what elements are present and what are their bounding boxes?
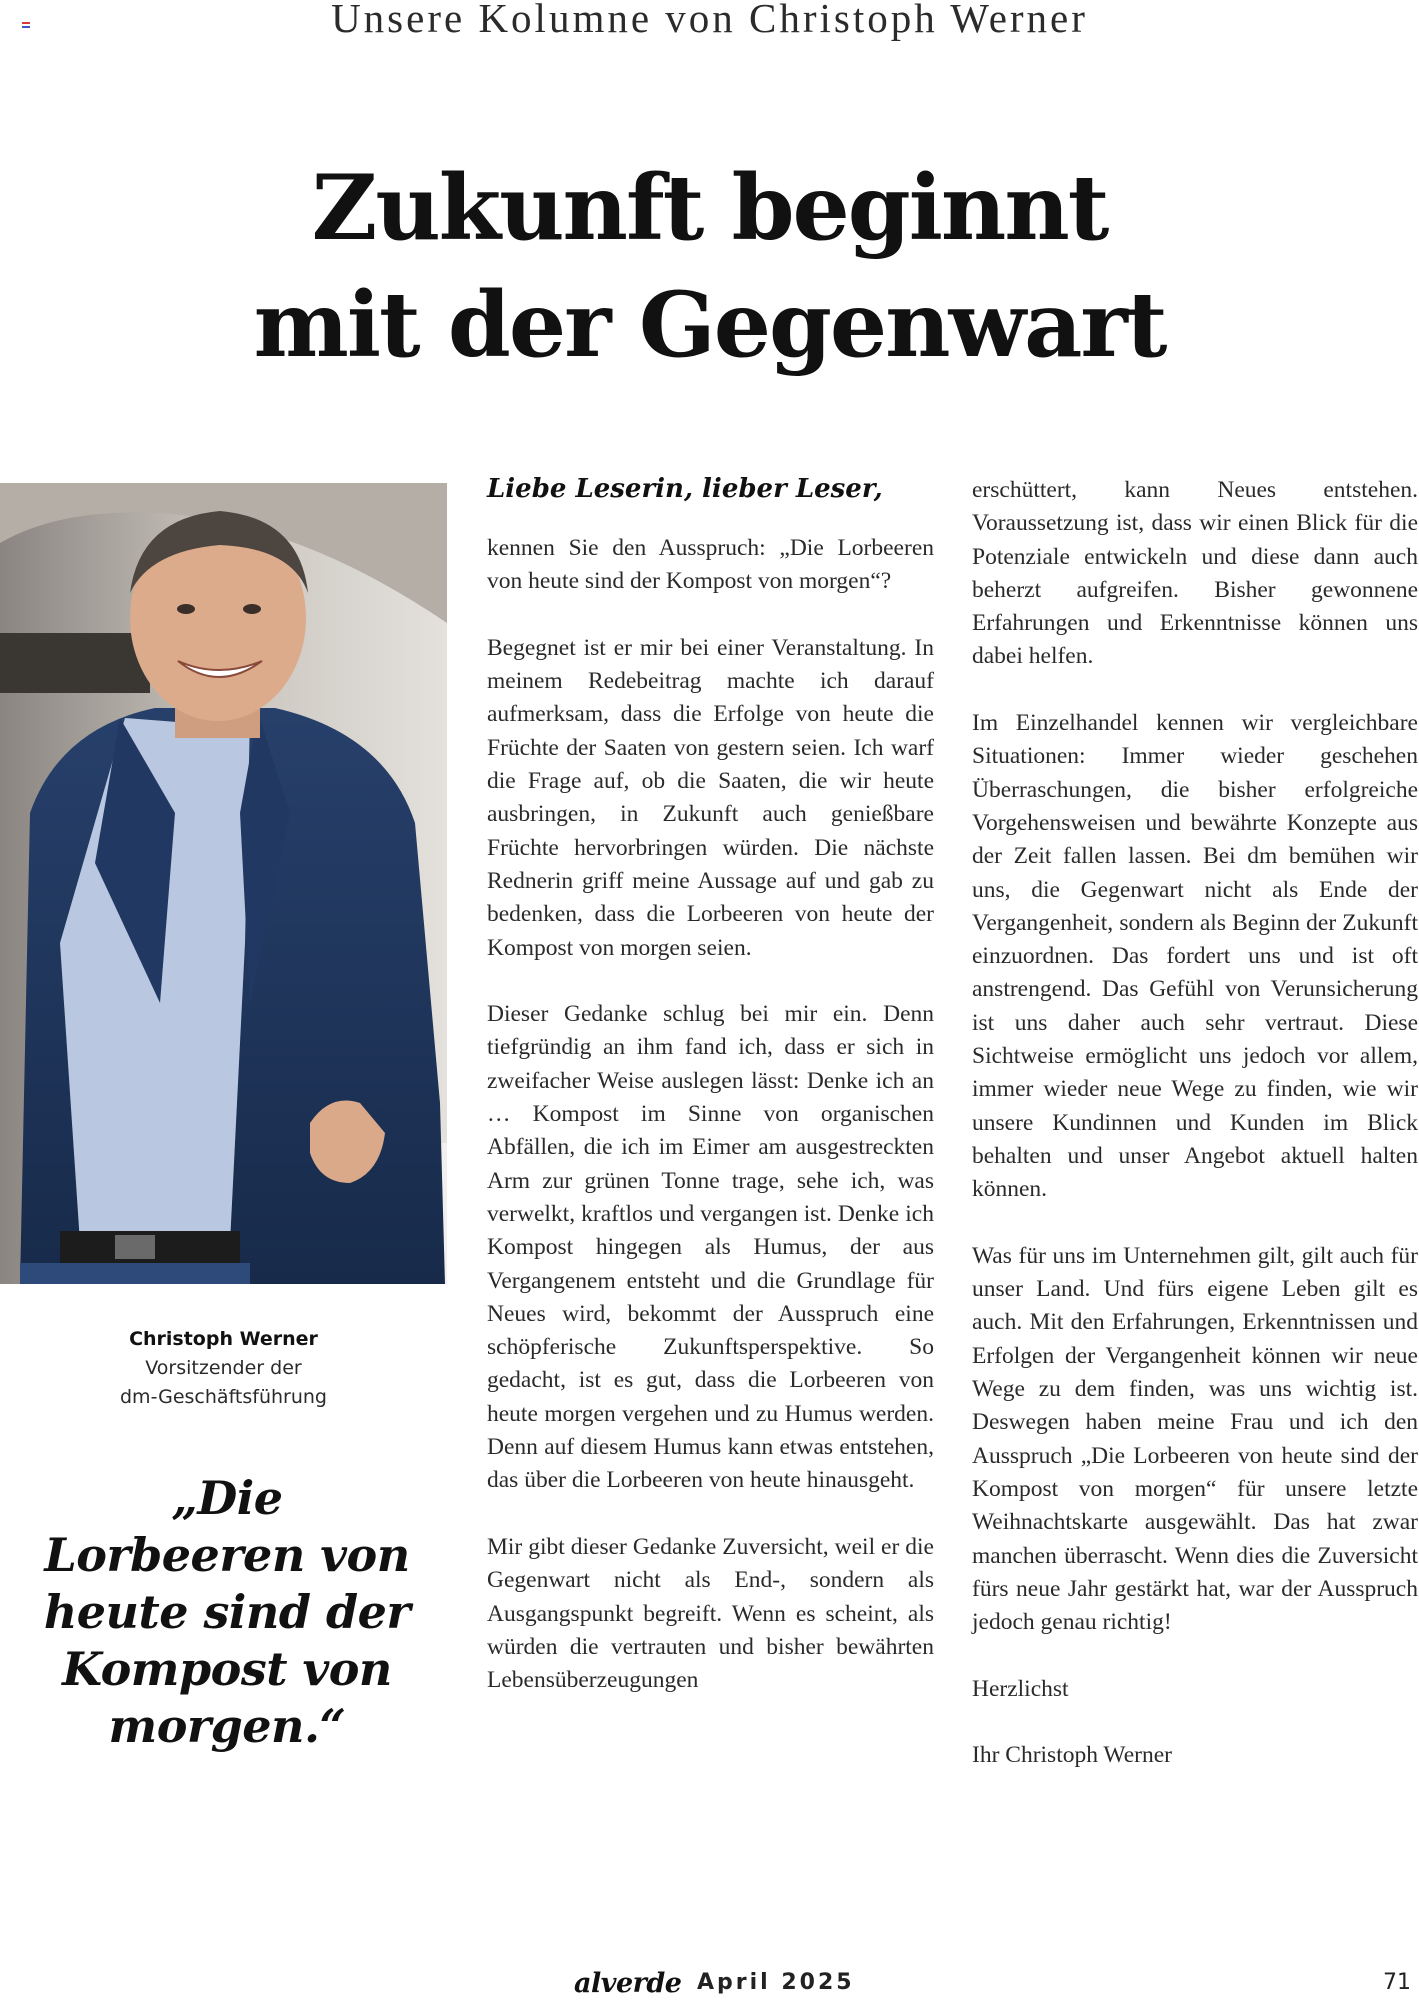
salutation: Liebe Leserin, lieber Leser,: [487, 474, 883, 504]
author-name: Christoph Werner: [129, 1328, 318, 1350]
paragraph: Was für uns im Unternehmen gilt, gilt auch für unser Land. Und fürs eigene Leben gilt es auch. Mit den Erfahrungen, Erkenntnissen und Erfolgen der Vergangenheit können wir neue Wege zu dem finden, was uns wichtig ist. Deswegen haben meine Frau und ich den Ausspruch „Die Lorbeeren von heute sind der Kompost von morgen“ für unsere letzte Weihnachtskarte ausgewählt. Das hat zwar manchen überrascht. Wenn dies die Zuversicht fürs neue Jahr gestärkt hat, war der Ausspruch jedoch genau richtig!: [972, 1242, 1418, 1636]
issue-date: April 2025: [697, 1970, 855, 1995]
portrait-caption: [0, 1325, 447, 1412]
paragraph: Im Einzelhandel kennen wir vergleichbare Situationen: Immer wieder geschehen Überraschungen, die bisher erfolgreiche Vorgehensweisen und bewährte Konzepte aus der Zeit fallen lassen. Bei dm bemühen wir uns, die Gegenwart nicht als Ende der Vergangenheit, sondern als Beginn der Zukunft einzuordnen. Das fordert uns und ist oft anstrengend. Das Gefühl von Verunsicherung ist uns daher auch sehr vertraut. Diese Sichtweise ermöglicht uns jedoch vor allem, immer wieder neue Wege zu finden, wie wir unsere Kundinnen und Kunden im Blick behalten und unser Angebot aktuell halten können.: [972, 710, 1418, 1203]
article-column-1: [487, 472, 934, 1731]
paragraph: erschüttert, kann Neues entstehen. Voraussetzung ist, dass wir einen Blick für die Potenziale entwickeln und diese dann auch beherzt aufgreifen. Bisher gewonnene Erfahrungen und Erkenntnisse können uns dabei helfen.: [972, 477, 1418, 670]
article-column-2: [972, 474, 1418, 1806]
author-role-line-1: Vorsitzender der: [145, 1357, 302, 1379]
column-kicker: Unsere Kolumne von Christoph Werner: [331, 0, 1088, 41]
page-number: 71: [1383, 1970, 1411, 1995]
magazine-brand: alverde: [574, 1968, 682, 1999]
paragraph: Begegnet ist er mir bei einer Veranstaltung. In meinem Redebeitrag machte ich darauf aufmerksam, dass die Erfolge von heute die Früchte der Saaten von gestern seien. Ich warf die Frage auf, ob die Saaten, die wir heute ausbringen, in Zukunft auch genießbare Früchte hervorbringen würden. Die nächste Rednerin griff meine Aussage auf und gab zu bedenken, dass die Lorbeeren von heute der Kompost von morgen seien.: [487, 634, 934, 961]
author-portrait-photo: [0, 483, 447, 1284]
paragraph: Dieser Gedanke schlug bei mir ein. Denn tiefgründig an ihm fand ich, dass er sich in zweifacher Weise auslegen lässt: Denke ich an … Kompost im Sinne von organischen Abfällen, die ich im Eimer am ausgestreckten Arm zur grünen Tonne trage, sehe ich, was verwelkt, kraftlos und vergangen ist. Denke ich Kompost hingegen als Humus, der aus Vergangenem entsteht und die Grundlage für Neues wird, bekommt der Ausspruch eine schöpferische Zukunftsperspektive. So gedacht, ist es gut, dass die Lorbeeren von heute morgen vergehen und zu Humus werden. Denn auf diesem Humus kann etwas entstehen, das über die Lorbeeren von heute hinausgeht.: [487, 1001, 934, 1494]
article-headline: [0, 150, 1419, 384]
headline-line-2: mit der Gegenwart: [253, 272, 1166, 378]
pull-quote: „Die Lorbeeren von heute sind der Kompost von morgen.“: [43, 1471, 411, 1753]
paragraph: Mir gibt dieser Gedanke Zuversicht, weil er die Gegenwart nicht als End-, sondern als Ausgangspunkt begreift. Wenn es scheint, als würden die vertrauten und bisher bewährten Lebensüberzeugungen: [487, 1533, 934, 1694]
paragraph: kennen Sie den Ausspruch: „Die Lorbeeren von heute sind der Kompost von morgen“?: [487, 535, 934, 595]
signature-line: Ihr Christoph Werner: [972, 1742, 1172, 1769]
author-role-line-2: dm-Geschäftsführung: [120, 1386, 327, 1408]
headline-line-1: Zukunft beginnt: [311, 155, 1108, 261]
closing-greeting: Herzlichst: [972, 1675, 1069, 1702]
